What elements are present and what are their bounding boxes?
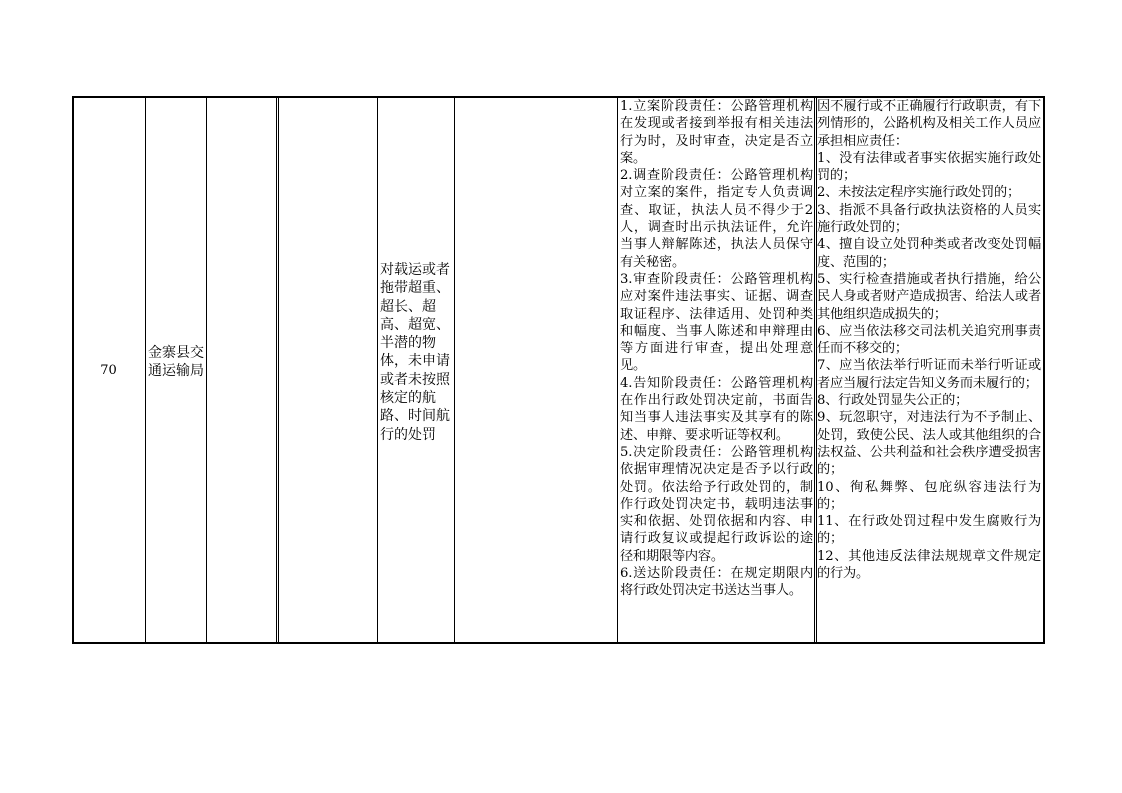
responsibility-item: 3.审查阶段责任：公路管理机构应对案件违法事实、证据、调查取证程序、法律适用、处罚种类和幅度、当事人陈述和申辩理由等方面进行审查，提出处理意见。 — [620, 271, 813, 374]
table-border-right — [1043, 96, 1045, 644]
liability-item: 11、在行政处罚过程中发生腐败行为的； — [817, 514, 1041, 547]
liability-item: 4、擅自设立处罚种类或者改变处罚幅度、范围的； — [817, 237, 1041, 270]
column-divider — [617, 96, 618, 644]
liability-item: 3、指派不具备行政执法资格的人员实施行政处罚的； — [817, 202, 1041, 236]
liability-item: 12、其他违反法律法规规章文件规定的行为。 — [817, 548, 1041, 582]
liability-item: 8、行政处罚显失公正的； — [817, 393, 969, 409]
responsibility-cell — [620, 98, 813, 642]
liability-item: 5、实行检查措施或者执行措施，给公民人身或者财产造成损害、给法人或者其他组织造成损失的； — [817, 271, 1041, 322]
responsibility-item: 2.调查阶段责任：公路管理机构对立案的案件，指定专人负责调查、取证，执法人员不得少于2人，调查时出示执法证件，允许当事人辩解陈述，执法人员保守有关秘密。 — [620, 168, 813, 270]
responsibility-item: 4.告知阶段责任：公路管理机构在作出行政处罚决定前，书面告知当事人违法事实及其享有的陈述、申辩、要求听证等权利。 — [620, 375, 813, 443]
liability-item: 6、应当依法移交司法机关追究刑事责任而不移交的； — [817, 323, 1041, 357]
liability-item: 9、玩忽职守，对违法行为不予制止、处罚，致使公民、法人或其他组织的合法权益、公共利益和社会秩序遭受损害的； — [817, 410, 1041, 478]
responsibility-item: 6.送达阶段责任：在规定期限内将行政处罚决定书送达当事人。 — [620, 566, 813, 599]
responsibility-item: 5.决定阶段责任：公路管理机构依据审理情况决定是否予以行政处罚。依法给予行政处罚的，制作行政处罚决定书，载明违法事实和依据、处罚依据和内容、申请行政复议或提起行政诉讼的途径和期限等内容。 — [620, 444, 813, 564]
liability-cell — [817, 98, 1041, 642]
liability-item: 1、没有法律或者事实依据实施行政处罚的； — [817, 150, 1041, 184]
column-divider — [206, 96, 207, 644]
column-divider — [814, 96, 815, 644]
liability-intro: 因不履行或不正确履行行政职责，有下列情形的，公路机构及相关工作人员应承担相应责任： — [817, 99, 1041, 149]
responsibility-item: 1.立案阶段责任：公路管理机构在发现或者接到举报有相关违法行为时，及时审查，决定是否立案。 — [620, 99, 813, 166]
column-divider — [276, 96, 277, 644]
department-name: 金寨县交通运输局 — [148, 345, 204, 379]
liability-item: 2、未按法定程序实施行政处罚的； — [817, 185, 1021, 201]
liability-item: 10、徇私舞弊、包庇纵容违法行为的； — [817, 479, 1041, 512]
row-number: 70 — [100, 363, 117, 378]
liability-item: 7、应当依法举行听证而未举行听证或者应当履行法定告知义务而未履行的； — [817, 358, 1041, 391]
column-divider — [377, 96, 378, 644]
column-divider — [278, 96, 279, 644]
column-divider — [454, 96, 455, 644]
item-name: 对载运或者拖带超重、超长、超高、超宽、半潜的物体，未申请或者未按照核定的航路、时间航行的处罚 — [380, 262, 450, 443]
